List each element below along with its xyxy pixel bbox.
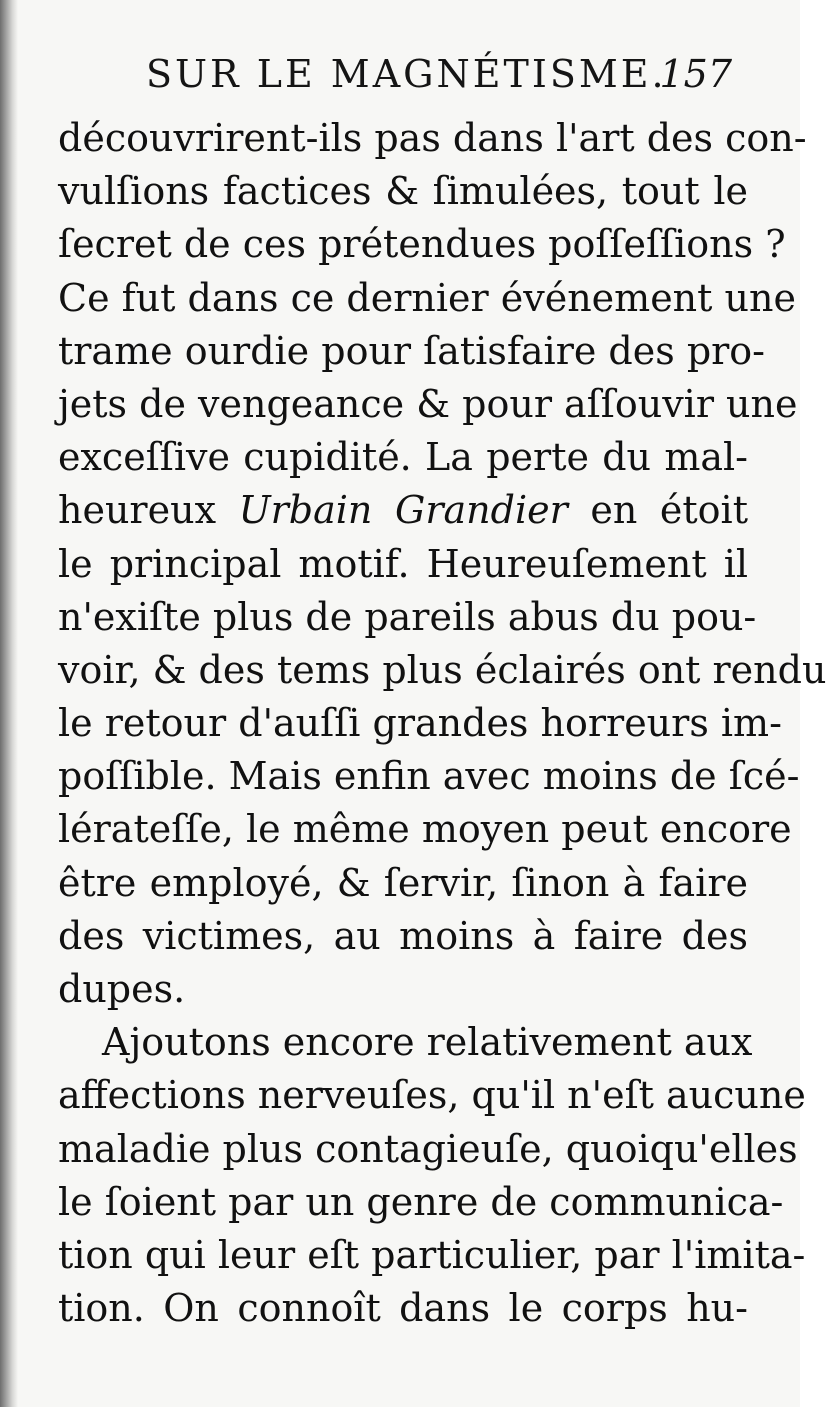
text-line: être employé, & ſervir, ſinon à faire [58, 860, 748, 905]
paragraph-1 [58, 112, 826, 1016]
text-line: affections nerveuſes, qu'il n'eſt aucune [58, 1073, 806, 1118]
page-header [140, 52, 740, 96]
text-line: le ſoient par un genre de communica- [58, 1179, 784, 1224]
body-text [58, 112, 826, 1335]
text-line: découvrirent-ils pas dans l'art des con- [58, 116, 807, 160]
text-line: jets de vengeance & pour aſſouvir une [58, 381, 798, 426]
text-line: tion. On connoît dans le corps hu- [58, 1286, 748, 1331]
page-number: 157 [659, 52, 732, 96]
text-line: des victimes, au moins à faire des [58, 913, 748, 958]
text-segment: heureux [58, 488, 216, 533]
text-line: n'exiſte plus de pareils abus du pou- [58, 594, 757, 639]
text-line: poſſible. Mais enfin avec moins de ſcé- [58, 754, 800, 799]
running-title: SUR LE MAGNÉTISME. [146, 52, 667, 96]
text-line: dupes. [58, 967, 186, 1011]
text-line: voir, & des tems plus éclairés ont rendu [58, 647, 826, 692]
text-line: lérateſſe, le même moyen peut encore [58, 807, 792, 852]
text-line: Ce fut dans ce dernier événement une [58, 275, 796, 320]
text-line: exceſſive cupidité. La perte du mal- [58, 435, 748, 480]
text-line: trame ourdie pour ſatisfaire des pro- [58, 328, 766, 373]
text-line: le principal motif. Heureuſement il [58, 541, 748, 586]
text-line-with-name [58, 484, 748, 537]
text-line: Ajoutons encore relativement aux [102, 1020, 753, 1065]
italic-name: Urbain Grandier [238, 488, 568, 533]
text-line: vulſions factices & ſimulées, tout le [58, 169, 748, 214]
text-line: maladie plus contagieuſe, quoiqu'elles [58, 1126, 798, 1171]
text-line: tion qui leur eſt particulier, par l'imita- [58, 1232, 806, 1277]
text-segment: en étoit [590, 488, 748, 533]
text-line: ſecret de ces prétendues poſſeſſions ? [58, 222, 786, 267]
text-line: le retour d'auſſi grandes horreurs im- [58, 701, 782, 746]
paragraph-2 [58, 1016, 806, 1335]
page-binding-edge [0, 0, 18, 1407]
